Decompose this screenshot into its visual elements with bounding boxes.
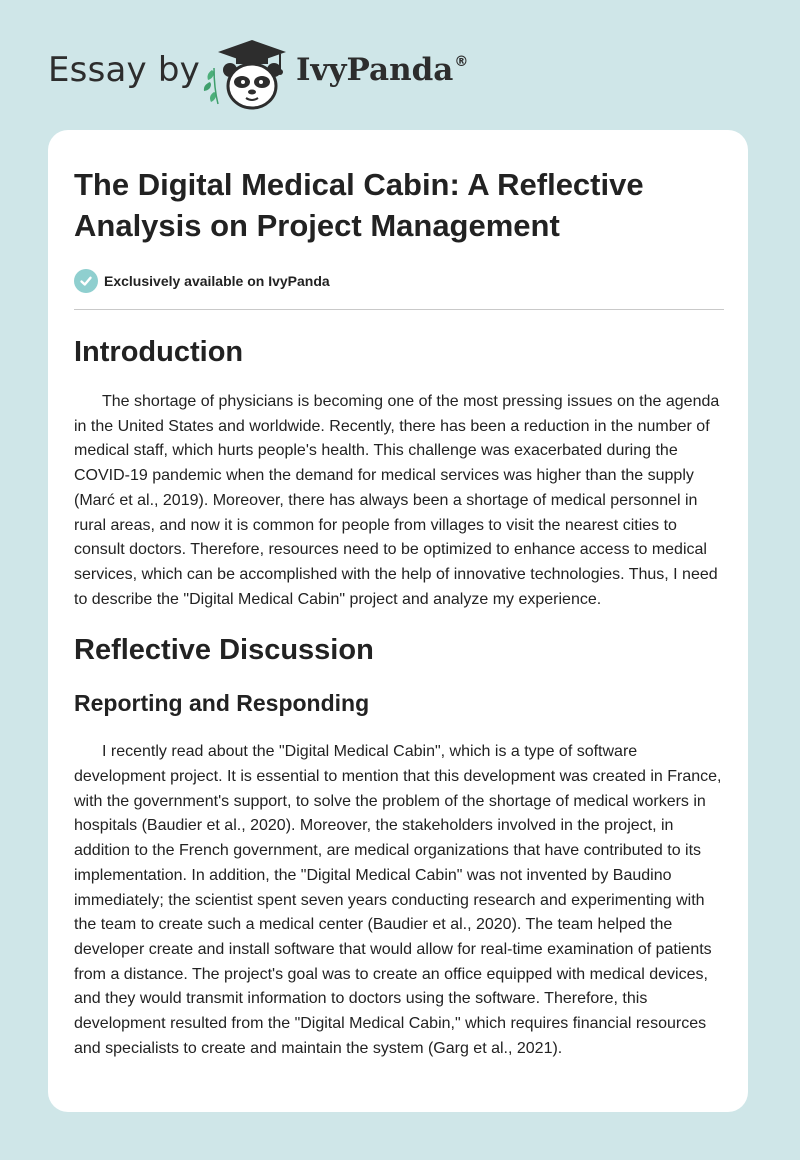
article-card [48,130,748,1112]
check-icon [74,269,98,293]
essay-by-label: Essay by [48,50,200,90]
divider [74,309,724,310]
exclusive-label: Exclusively available on IvyPanda [104,273,330,289]
panda-graduate-logo-icon[interactable] [200,36,292,110]
reporting-paragraph: I recently read about the "Digital Medical Cabin", which is a type of software development project. It is essential to mention that this development was created in France, with the government's support, to solve the problem of the shortage of medical workers in hospitals (Baudier et al., 2020). Moreover, the stakeholders involved in the project, in addition to the French government, are medical organizations that have contributed to its implementation. In addition, the "Digital Medical Cabin" was not invented by Baudino immediately; the scientist spent seven years conducting research and experimenting with the team to create such a medical center (Baudier et al., 2020). The team helped the developer create and install software that would allow for real-time examination of patients from a distance. The project's goal was to create an office equipped with medical devices, and they would transmit information to doctors using the software. Therefore, this development resulted from the "Digital Medical Cabin," which requires financial resources and specialists to create and maintain the system (Garg et al., 2021). [74,743,722,1057]
article-content [74,164,724,1061]
reporting-responding-heading: Reporting and Responding [74,690,370,717]
exclusive-badge [74,268,724,294]
site-header [0,0,800,130]
brand-text: IvyPanda [296,52,454,88]
ivy-leaf-icon [204,68,218,104]
registered-mark: ® [454,54,469,70]
introduction-paragraph: The shortage of physicians is becoming one of the most pressing issues on the agenda in the United States and worldwide. Recently, there has been a reduction in the number of medical staff, which hurts people's health. This challenge was exacerbated during the COVID-19 pandemic when the demand for medical services was higher than the supply (Marć et al., 2019). Moreover, there has always been a shortage of medical personnel in rural areas, and now it is common for people from villages to visit the nearest cities to consult doctors. Therefore, resources need to be optimized to enhance access to medical services, which can be accomplished with the help of innovative technologies. Thus, I need to describe the "Digital Medical Cabin" project and analyze my experience. [74,393,720,608]
reflective-discussion-heading: Reflective Discussion [74,634,374,667]
introduction-heading: Introduction [74,336,244,368]
brand-name[interactable] [296,52,468,88]
page-title: The Digital Medical Cabin: A Reflective Analysis on Project Management [74,167,644,243]
